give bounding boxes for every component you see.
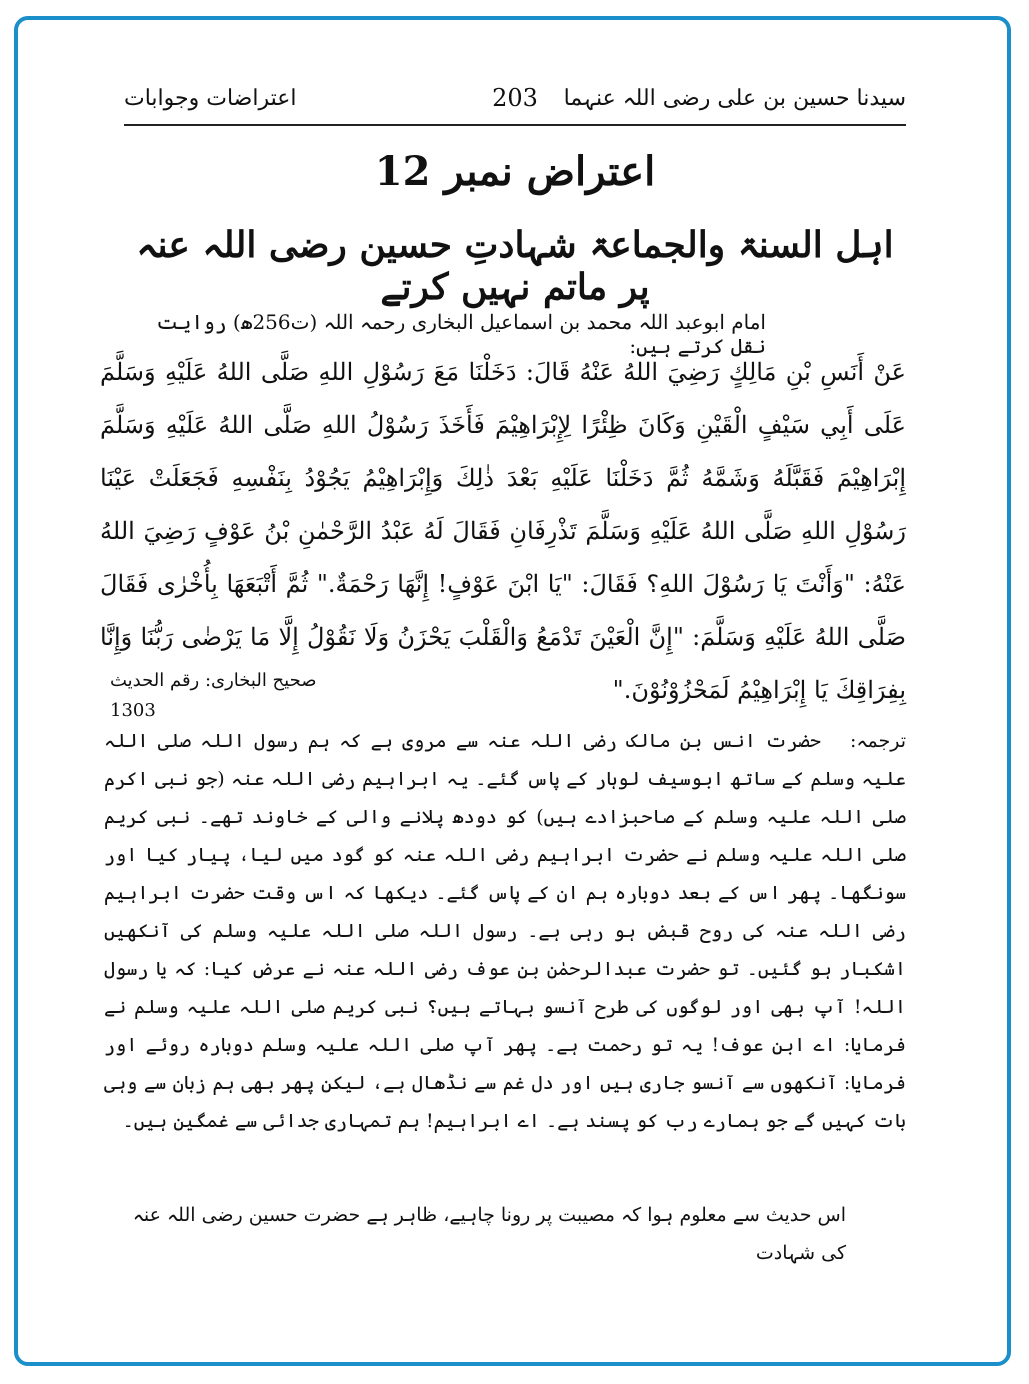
- translation-label: ترجمہ:: [849, 730, 907, 752]
- intro-text: امام ابوعبد اللہ محمد بن اسماعیل البخاری رحمہ اللہ (ت256ھ) روایت نقل کرتے ہیں:: [156, 310, 766, 358]
- objection-heading: اعتراض نمبر 12: [374, 148, 656, 195]
- conclusion-paragraph: [104, 1196, 906, 1272]
- reference-number: 1303: [110, 700, 156, 721]
- page-header: [124, 82, 906, 126]
- reference-book: صحیح البخاری: رقم الحدیث: [110, 670, 317, 691]
- hadith-arabic-text: عَنْ أَنَسِ بْنِ مَالِكٍ رَضِيَ اللهُ عَنْهُ قَالَ: دَخَلْنَا مَعَ رَسُوْلِ اللهِ صَلَّى اللهُ عَلَيْهِ وَسَلَّمَ عَلَى أَبِي سَيْفٍ الْقَيْنِ وَكَانَ ظِئْرًا لِإِبْرَاهِيْمَ فَأَخَذَ رَسُوْلُ اللهِ صَلَّى اللهُ عَلَيْهِ وَسَلَّمَ إِبْرَاهِيْمَ فَقَبَّلَهُ وَشَمَّهُ ثُمَّ دَخَلْنَا عَلَيْهِ بَعْدَ ذٰلِكَ وَإِبْرَاهِيْمُ يَجُوْدُ بِنَفْسِهِ فَجَعَلَتْ عَيْنَا رَسُوْلِ اللهِ صَلَّى اللهُ عَلَيْهِ وَسَلَّمَ تَذْرِفَانِ فَقَالَ لَهُ عَبْدُ الرَّحْمٰنِ بْنُ عَوْفٍ رَضِيَ اللهُ عَنْهُ: "وَأَنْتَ يَا رَسُوْلَ اللهِ؟ فَقَالَ: "يَا ابْنَ عَوْفٍ! إِنَّهَا رَحْمَةٌ." ثُمَّ أَتْبَعَهَا بِأُخْرٰى فَقَالَ صَلَّى اللهُ عَلَيْهِ وَسَلَّمَ: "إِنَّ الْعَيْنَ تَدْمَعُ وَالْقَلْبَ يَحْزَنُ وَلَا نَقُوْلُ إِلَّا مَا يَرْضٰى رَبُّنَا وَإِنَّا بِفِرَاقِكَ يَا إِبْرَاهِيْمُ لَمَحْزُوْنُوْنَ.": [100, 358, 907, 704]
- header-page-number: 203: [492, 84, 538, 112]
- header-book-title: سیدنا حسین بن علی رضی اللہ عنہما: [563, 86, 906, 111]
- translation-text: حضرت انس بن مالک رضی اللہ عنہ سے مروی ہے کہ ہم رسول اللہ صلی اللہ علیہ وسلم کے ساتھ ابوسیف لوہار کے پاس گئے۔ یہ ابراہیم رضی اللہ عنہ (جو نبی اکرم صلی اللہ علیہ وسلم کے صاحبزادے ہیں) کو دودھ پلانے والی کے خاوند تھے۔ نبی کریم صلی اللہ علیہ وسلم نے حضرت ابراہیم رضی اللہ عنہ کو گود میں لیا، پیار کیا اور سونگھا۔ پھر اس کے بعد دوبارہ ہم ان کے پاس گئے۔ دیکھا کہ اس وقت حضرت ابراہیم رضی اللہ عنہ کی روح قبض ہو رہی ہے۔ رسول اللہ صلی اللہ علیہ وسلم کی آنکھیں اشکبار ہو گئیں۔ تو حضرت عبدالرحمٰن بن عوف رضی اللہ عنہ نے عرض کیا: کہ یا رسول اللہ! آپ بھی اور لوگوں کی طرح آنسو بہاتے ہیں؟ نبی کریم صلی اللہ علیہ وسلم نے فرمایا: اے ابن عوف! یہ تو رحمت ہے۔ پھر آپ صلی اللہ علیہ وسلم دوبارہ روئے اور فرمایا: آنکھوں سے آنسو جاری ہیں اور دل غم سے نڈھال ہے، لیکن پھر بھی ہم زبان سے وہی بات کہیں گے جو ہمارے رب کو پسند ہے۔ اے ابراہیم! ہم تمہاری جدائی سے غمگین ہیں۔: [104, 730, 906, 1132]
- conclusion-text: اس حدیث سے معلوم ہوا کہ مصیبت پر رونا چاہیے، ظاہر ہے حضرت حسین رضی اللہ عنہ کی شہادت: [132, 1204, 846, 1264]
- translation-paragraph: [104, 722, 906, 1140]
- header-section-title: اعتراضات وجوابات: [124, 86, 297, 111]
- objection-subtitle: اہل السنۃ والجماعۃ شہادتِ حسین رضی اللہ عنہ پر ماتم نہیں کرتے: [136, 224, 894, 308]
- hadith-reference: [110, 666, 330, 726]
